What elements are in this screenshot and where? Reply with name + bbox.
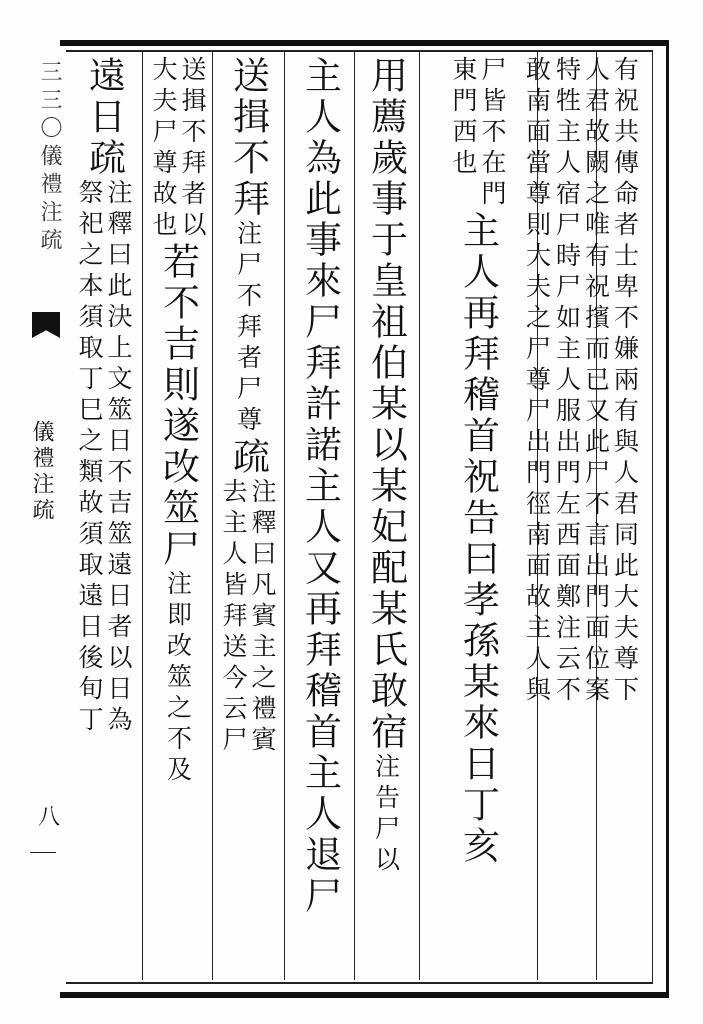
annotation-text: 尸皆不在門 — [478, 56, 507, 211]
annotation-text: 注即改筮之不及 — [163, 570, 193, 787]
margin-page-number: 八 — [38, 805, 61, 830]
annotation-pair — [151, 56, 205, 242]
annotation-text: 特牲主人宿尸時尸如主人服出門左西面鄭注云不 — [552, 56, 582, 707]
annotation-text: 祭祀之本須取丁巳之類故須取遠日後旬丁 — [75, 179, 104, 737]
annotation-text: 有祝共傳命者士卑不嫌兩有與人君同此大夫尊下 — [610, 56, 640, 707]
main-text: 送揖不拜 — [226, 56, 270, 220]
annotation-pair — [451, 56, 505, 211]
text-column — [443, 56, 513, 976]
annotation-text: 東門西也 — [449, 56, 478, 180]
main-text: 疏 — [226, 437, 270, 478]
annotation-text: 注告尸以 — [371, 753, 401, 877]
main-text: 若不吉則遂改筮尸 — [156, 242, 200, 570]
text-column — [143, 56, 213, 976]
text-column — [351, 56, 421, 976]
main-text: 用薦歲事于皇祖伯某以某妃配某氏敢宿 — [364, 56, 408, 753]
text-column — [69, 56, 139, 976]
annotation-pair — [221, 478, 275, 757]
annotation-text: 注釋曰凡賓主之禮賓 — [248, 478, 277, 757]
text-column — [285, 56, 355, 976]
main-text: 主人再拜稽首祝告曰孝孫某來日丁亥 — [456, 211, 500, 867]
margin-edge-line — [30, 852, 56, 853]
annotation-text: 大夫尸尊故也 — [149, 56, 178, 242]
annotation-text: 注尸不拜者尸尊 — [233, 220, 263, 437]
annotation-text: 人君故闕之唯有祝擯而已又此尸不言出門面位案 — [581, 56, 611, 707]
annotation-text: 送揖不拜者以 — [178, 56, 207, 242]
annotation-pair — [77, 179, 131, 737]
margin-book-title: 儀禮注疏 — [29, 420, 54, 524]
annotation-text: 去主人皆拜送今云尸 — [219, 478, 248, 757]
main-text: 主人為此事來尸拜許諾主人又再拜稽首主人退尸 — [298, 56, 342, 917]
text-column — [213, 56, 283, 976]
margin-top-marks: 三三〇儀禮注疏 — [37, 60, 62, 256]
annotation-text: 注釋曰此決上文筮日不吉筮遠日者以日為 — [104, 179, 133, 737]
main-text: 遠日 — [82, 56, 126, 138]
annotation-text: 敢南面當尊則大夫之尸尊尸出門徑南面故主人與 — [522, 56, 552, 707]
main-text: 疏 — [82, 138, 126, 179]
